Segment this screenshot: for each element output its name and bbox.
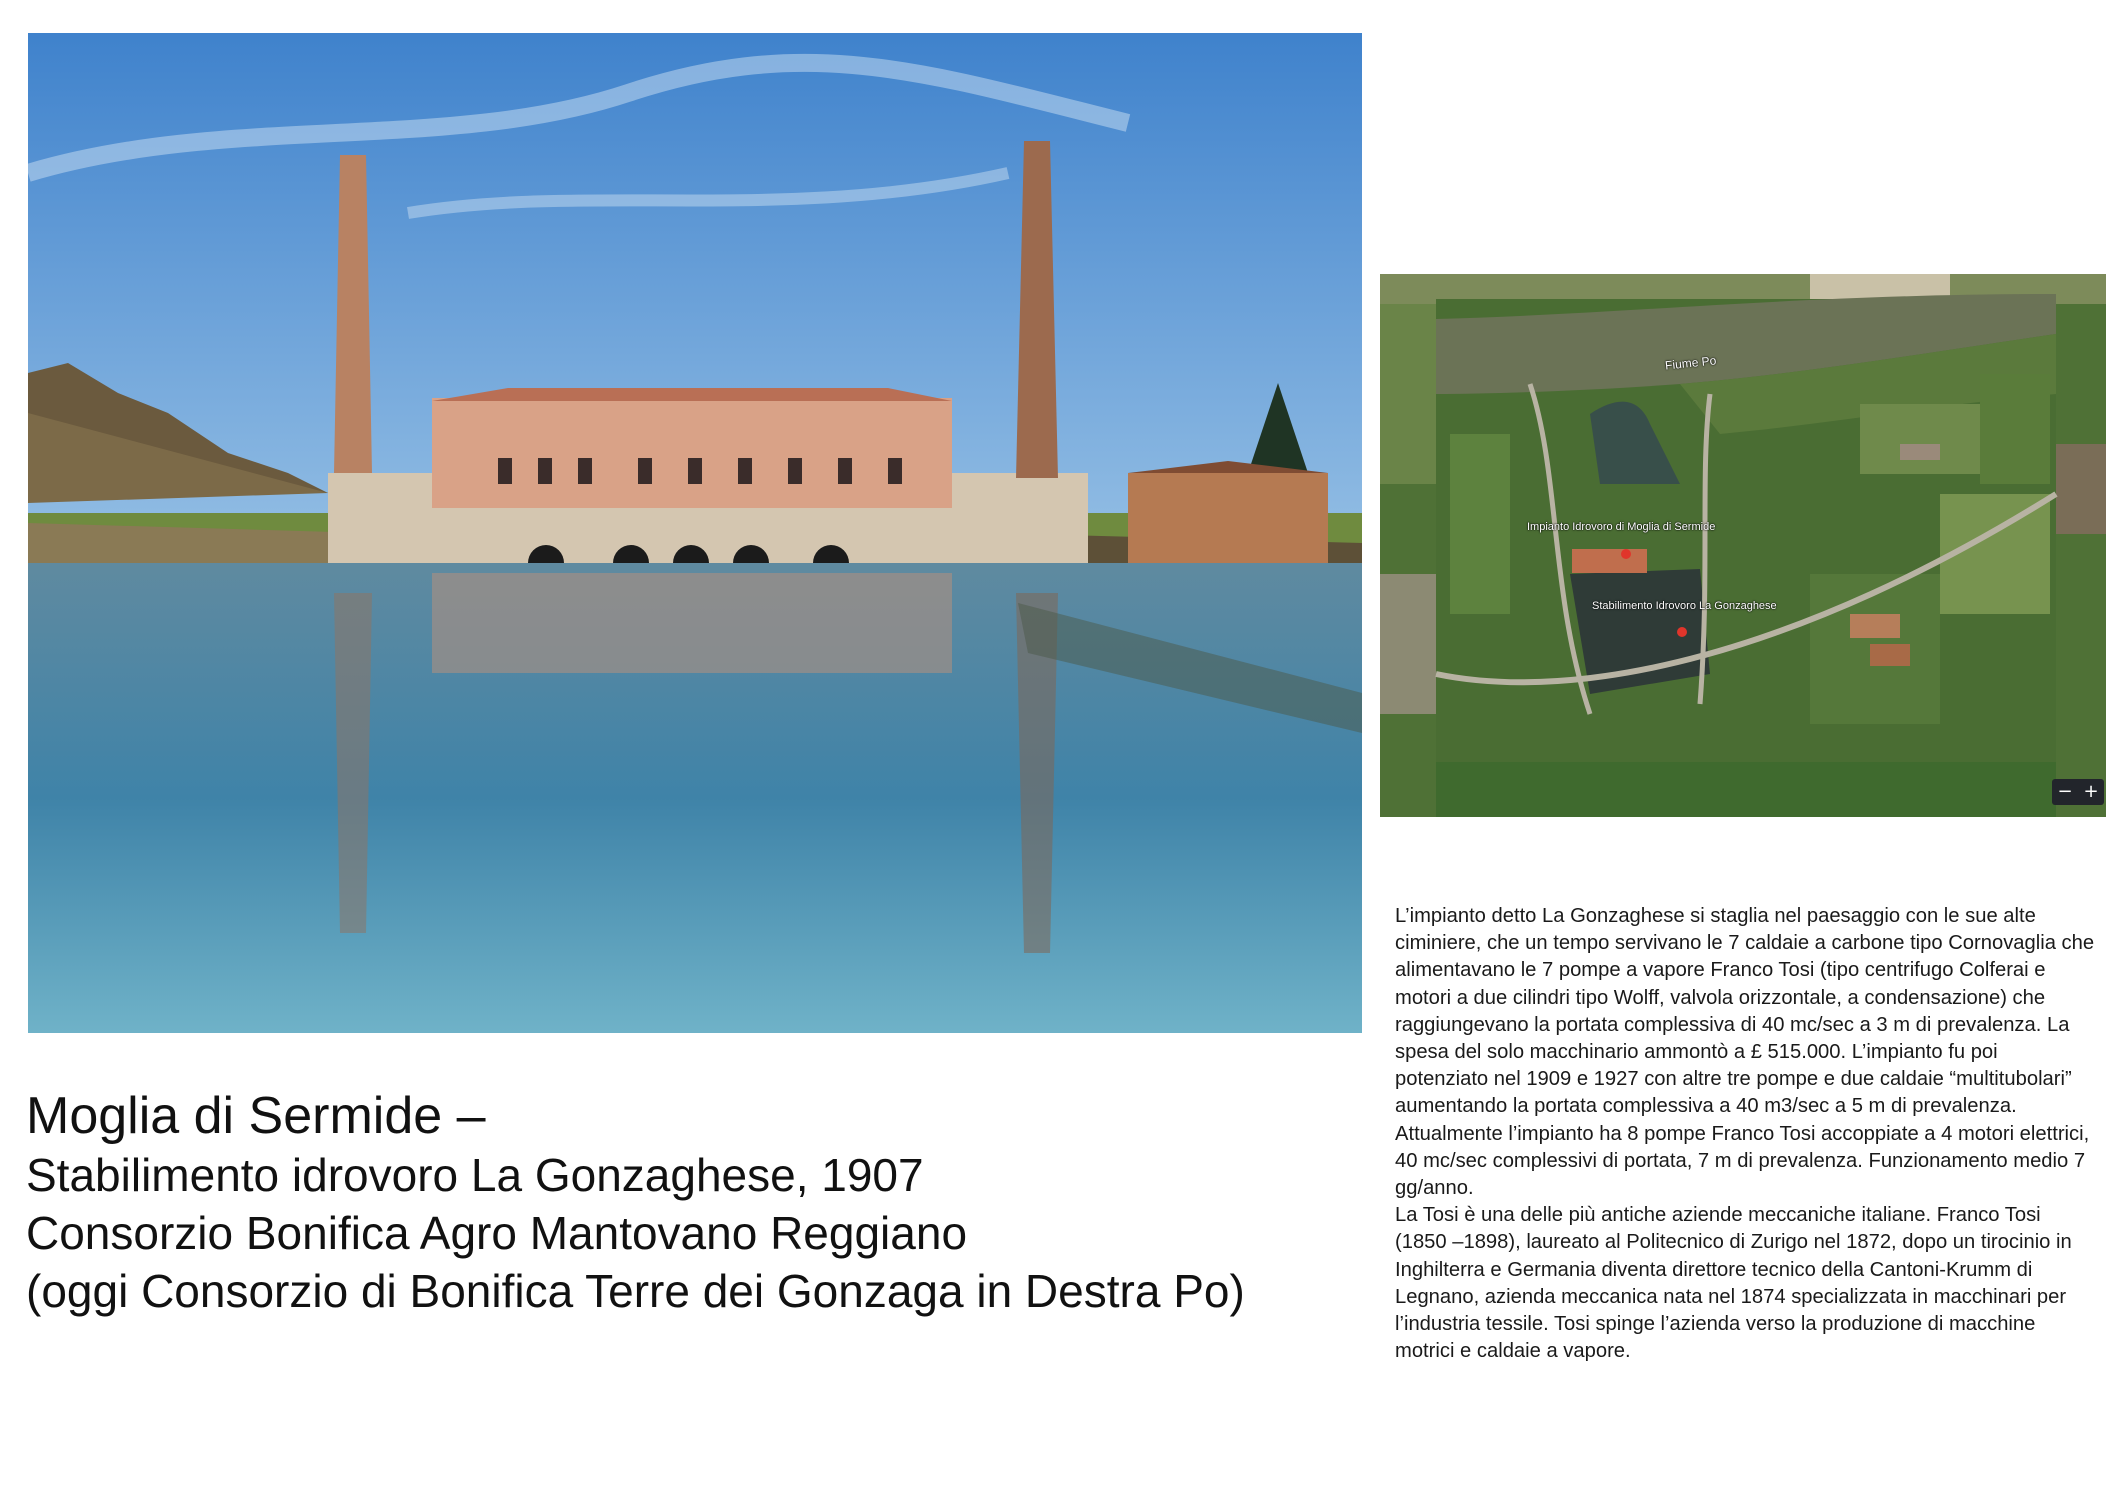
main-photo (28, 33, 1362, 1033)
title-line-3: Consorzio Bonifica Agro Mantovano Reggiano (26, 1207, 968, 1259)
zoom-in-button[interactable]: + (2083, 781, 2099, 802)
aerial-map[interactable] (1380, 274, 2106, 817)
title-block (26, 1086, 1366, 1320)
title-line-4: (oggi Consorzio di Bonifica Terre dei Gonzaga in Destra Po) (26, 1265, 1245, 1317)
map-label-river: Fiume Po (1664, 353, 1717, 373)
zoom-out-button[interactable]: − (2057, 781, 2073, 802)
description-paragraph-1: L’impianto detto La Gonzaghese si staglia nel paesaggio con le sue alte ciminiere, che un tempo servivano le 7 caldaie a carbone tipo Cornovaglia che alimentavano le 7 pompe a vapore Franco Tosi (tipo centrifugo Colferai e motori a due cilindri tipo Wolff, valvola orizzontale, a condensazione) che raggiungevano la portata complessiva di 40 mc/sec a 3 m di prevalenza. La spesa del solo macchinario ammontò a £ 515.000. L’impianto fu poi potenziato nel 1909 e 1927 con altre tre pompe e due caldaie “multitubolari” aumentando la portata complessiva a 40 m3/sec a 5 m di prevalenza. (1395, 905, 2095, 1118)
map-label-plant: Impianto Idrovoro di Moglia di Sermide (1527, 521, 1716, 533)
map-zoom-control (2052, 779, 2104, 805)
description-paragraph-2: Attualmente l’impianto ha 8 pompe Franco Tosi accoppiate a 4 motori elettrici, 40 mc/sec complessivi di portata, 7 m di prevalenza. Funzionamento medio 7 gg/anno. (1395, 1122, 2090, 1200)
description-text (1395, 903, 2095, 1365)
title-line-2: Stabilimento idrovoro La Gonzaghese, 1907 (26, 1149, 924, 1201)
title-line-1: Moglia di Sermide – (26, 1087, 486, 1145)
description-paragraph-3: La Tosi è una delle più antiche aziende meccaniche italiane. Franco Tosi (1850 –1898), laureato al Politecnico di Zurigo nel 1872, dopo un tirocinio in Inghilterra e Germania diventa direttore tecnico della Cantoni-Krumm di Legnano, azienda meccanica nata nel 1874 specializzata in macchinari per l’industria tessile. Tosi spinge l’azienda verso la produzione di macchine motrici e caldaie a vapore. (1395, 1204, 2072, 1363)
map-label-station: Stabilimento Idrovoro La Gonzaghese (1592, 600, 1777, 612)
